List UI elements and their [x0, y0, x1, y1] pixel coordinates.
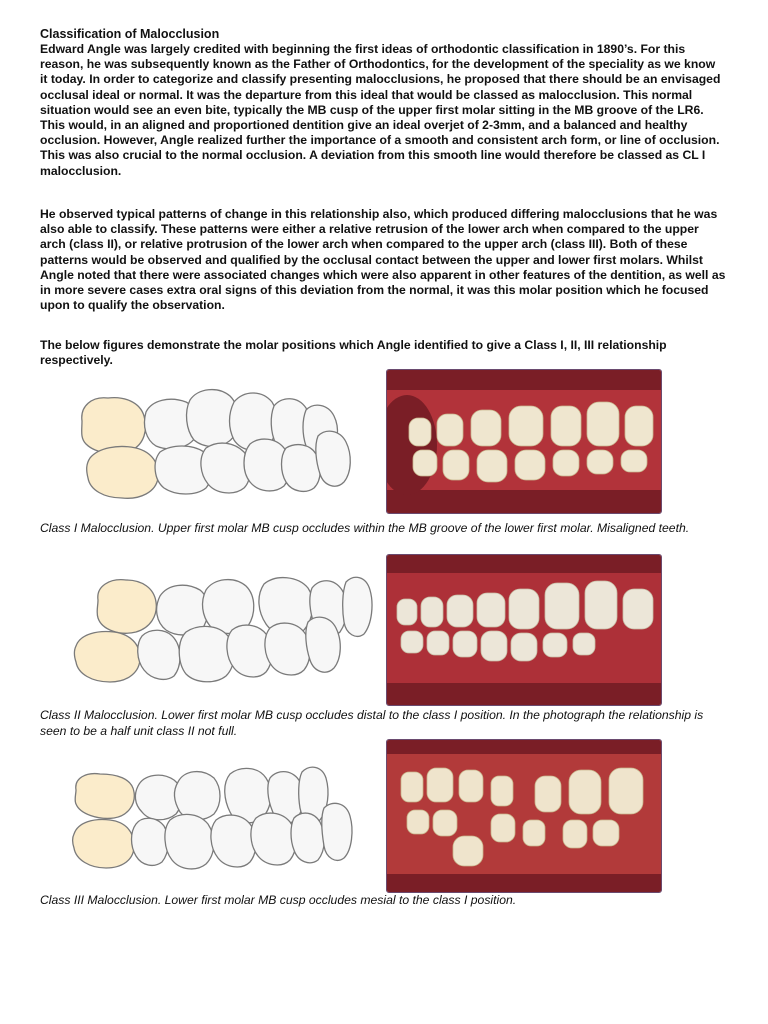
class-1-caption: Class I Malocclusion. Upper first molar MB cusp occludes within the MB groove of the lower first molar. Misaligned teeth.	[40, 521, 690, 535]
class-1-photograph	[386, 369, 662, 514]
class-2-caption: Class II Malocclusion. Lower first molar MB cusp occludes distal to the class I position. In the photograph the relationship is seen to be a half unit class II not full.	[40, 708, 704, 738]
upper-first-molar	[75, 774, 134, 819]
class-3-caption: Class III Malocclusion. Lower first molar MB cusp occludes mesial to the class I position.	[40, 893, 517, 907]
paragraph-intro: Edward Angle was largely credited with beginning the first ideas of orthodontic classification in 1890’s. For this reason, he was subsequently known as the Father of Orthodontics, for the development of the speciality as we know it today. In order to categorize and classify presenting malocclusions, he proposed that there should be an envisaged occlusal ideal or normal. It was the departure from this ideal that would be classed as malocclusion. This normal situation would see an even bite, typically the MB cusp of the upper first molar sitting in the MB groove of the LR6. This would, in an aligned and proportioned dentition give an ideal overjet of 2-3mm, and a balanced and healthy occlusion. However, Angle realized further the importance of a smooth and consistent arch form, or line of occlusion. This was also crucial to the normal occlusion. A deviation from this smooth line would therefore be classed as CL I malocclusion.	[40, 42, 721, 178]
upper-first-molar	[97, 580, 156, 634]
class-1-molar-diagram	[74, 386, 364, 501]
class-2-molar-diagram	[70, 574, 374, 692]
paragraph-figures-intro: The below figures demonstrate the molar positions which Angle identified to give a Class I, II, III relationship respectively.	[40, 338, 667, 368]
class-3-photograph	[386, 739, 662, 893]
lower-first-molar	[87, 446, 159, 498]
upper-first-molar	[82, 398, 146, 454]
lower-first-molar	[73, 820, 135, 868]
lower-first-molar	[75, 632, 141, 682]
class-3-molar-diagram	[70, 764, 374, 878]
class-2-photograph	[386, 554, 662, 706]
page-title: Classification of Malocclusion	[40, 27, 220, 41]
paragraph-patterns: He observed typical patterns of change in this relationship also, which produced differing malocclusions that he was also able to classify. These patterns were either a relative retrusion of the lower arch when compared to the upper arch (class II), or relative protrusion of the lower arch when compared to the upper arch (class III). Both of these patterns would be observed and qualified by the occlusal contact between the upper and lower first molars. Whilst Angle noted that there were associated changes which were also apparent in other features of the dentition, as well as in more severe cases extra oral signs of this deviation from the normal, it was this molar position which he focused upon to qualify the observation.	[40, 207, 726, 313]
